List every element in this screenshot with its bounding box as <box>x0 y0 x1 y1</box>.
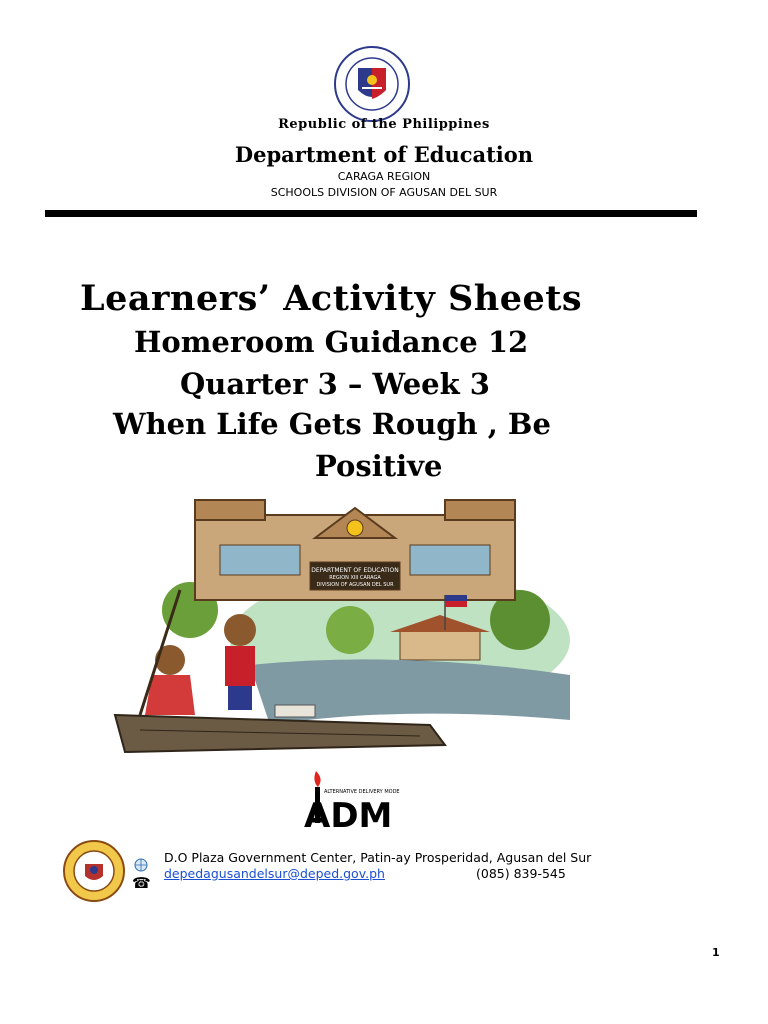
footer-seal-icon <box>63 840 125 902</box>
page-number: 1 <box>712 946 720 959</box>
phone-icon: ☎ <box>132 874 151 892</box>
adm-wordmark: ADM <box>304 796 393 836</box>
republic-label: Republic of the Philippines <box>278 117 490 132</box>
department-title: Department of Education <box>234 142 534 167</box>
quarter-week: Quarter 3 – Week 3 <box>180 367 490 401</box>
region-label: CARAGA REGION <box>337 170 431 183</box>
footer-email-link[interactable]: depedagusandelsur@deped.gov.ph <box>164 866 385 881</box>
deped-seal-icon <box>334 46 410 122</box>
cover-illustration <box>100 490 575 770</box>
adm-torch-icon <box>300 765 400 836</box>
topic-line-1: When Life Gets Rough , Be <box>113 407 551 441</box>
web-icon <box>134 858 148 872</box>
document-title: Learners’ Activity Sheets <box>80 278 583 319</box>
footer-phone: (085) 839-545 <box>476 866 566 881</box>
header-divider <box>45 210 697 217</box>
division-label: SCHOOLS DIVISION OF AGUSAN DEL SUR <box>270 186 498 199</box>
adm-tagline: ALTERNATIVE DELIVERY MODE <box>324 789 400 795</box>
subject-title: Homeroom Guidance 12 <box>134 325 529 359</box>
footer-address: D.O Plaza Government Center, Patin-ay Prosperidad, Agusan del Sur <box>164 850 592 865</box>
sign-line-3: DIVISION OF AGUSAN DEL SUR <box>316 582 394 588</box>
topic-line-2: Positive <box>315 449 443 483</box>
sign-line-2: REGION XIII CARAGA <box>329 575 381 581</box>
sign-line-1: DEPARTMENT OF EDUCATION <box>311 567 399 574</box>
